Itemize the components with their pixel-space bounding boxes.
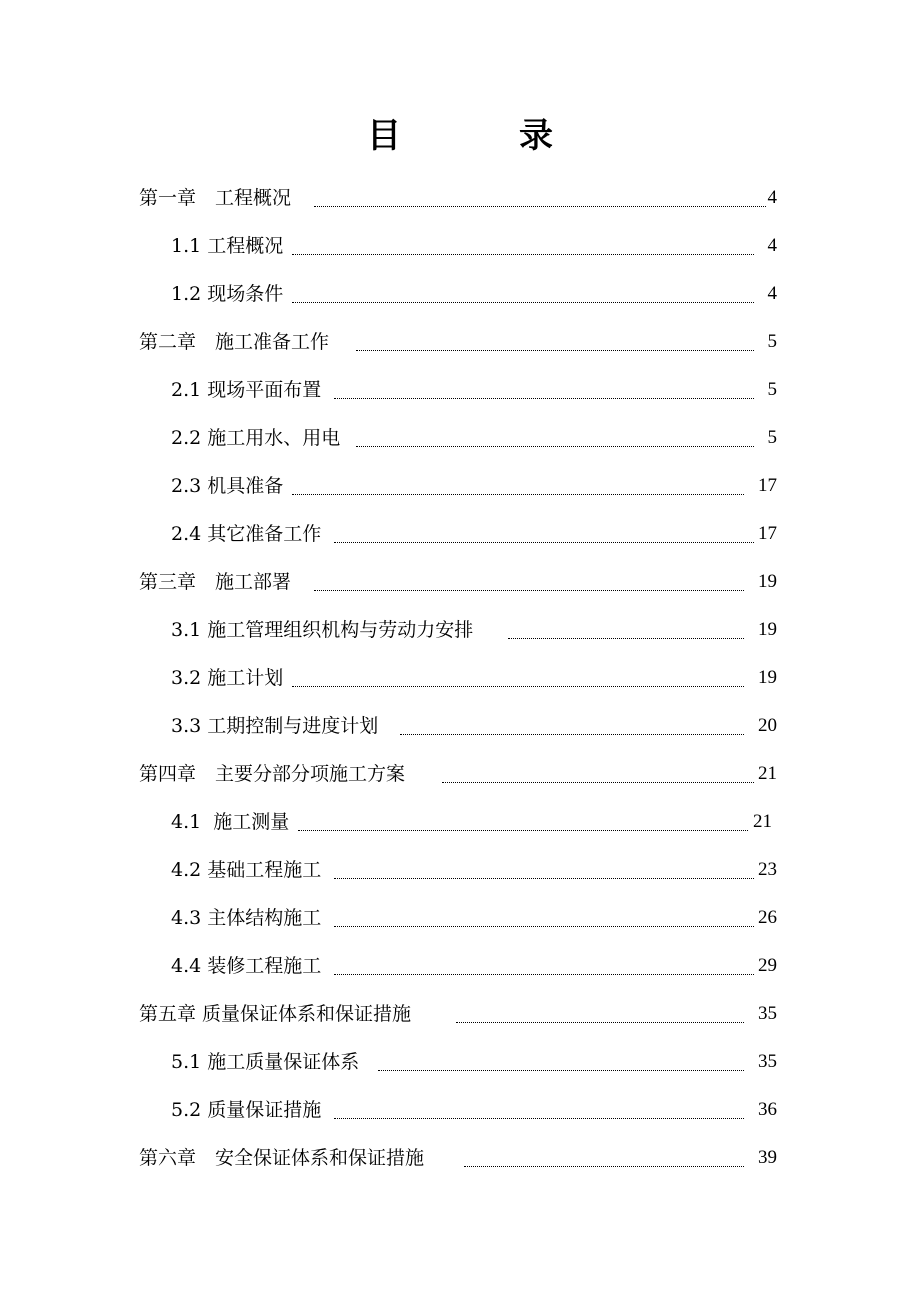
toc-leader (334, 398, 754, 399)
toc-entry-section-2-4[interactable] (0, 510, 920, 558)
toc-leader (508, 638, 744, 639)
toc-entry-page: 36 (758, 1099, 777, 1120)
toc-entry-page: 19 (758, 619, 777, 640)
toc-leader (334, 974, 754, 975)
toc-leader (298, 830, 748, 831)
toc-leader (356, 350, 754, 351)
toc-entry-page: 35 (758, 1051, 777, 1072)
toc-entry-label: 2.4 其它准备工作 (171, 523, 322, 545)
toc-entry-page: 29 (758, 955, 777, 976)
toc-entry-page: 20 (758, 715, 777, 736)
toc-entry-label: 2.3 机具准备 (171, 475, 284, 497)
toc-entry-page: 21 (753, 811, 772, 832)
toc-entry-section-3-2[interactable] (0, 654, 920, 702)
toc-entry-page: 5 (767, 379, 777, 400)
toc-entry-page: 5 (767, 427, 777, 448)
toc-leader (314, 590, 744, 591)
toc-entry-section-2-2[interactable] (0, 414, 920, 462)
title-char-1: 目 (367, 116, 401, 156)
toc-entry-page: 21 (758, 763, 777, 784)
toc-entry-section-3-1[interactable] (0, 606, 920, 654)
toc-entry-label: 2.1 现场平面布置 (171, 379, 322, 401)
toc-entry-page: 17 (758, 523, 777, 544)
toc-entry-chapter-6[interactable] (0, 1134, 920, 1182)
toc-entry-section-5-2[interactable] (0, 1086, 920, 1134)
toc-entry-label: 4.1 施工测量 (171, 811, 290, 833)
toc-entry-label: 2.2 施工用水、用电 (171, 427, 341, 449)
toc-leader (314, 206, 766, 207)
toc-entry-label: 第五章 质量保证体系和保证措施 (139, 1003, 412, 1025)
toc-entry-page: 4 (767, 235, 777, 256)
toc-leader (334, 542, 754, 543)
toc-entry-page: 23 (758, 859, 777, 880)
toc-leader (464, 1166, 744, 1167)
toc-entry-page: 4 (767, 187, 777, 208)
toc-entry-section-1-1[interactable] (0, 222, 920, 270)
toc-entry-label: 1.1 工程概况 (171, 235, 284, 257)
toc-leader (292, 686, 744, 687)
toc-entry-page: 39 (758, 1147, 777, 1168)
toc-entry-label: 4.4 装修工程施工 (171, 955, 322, 977)
toc-leader (334, 926, 754, 927)
toc-leader (378, 1070, 744, 1071)
toc-leader (292, 494, 744, 495)
page-title (0, 108, 920, 164)
toc-leader (292, 254, 754, 255)
toc-entry-label: 3.1 施工管理组织机构与劳动力安排 (171, 619, 474, 641)
toc-entry-chapter-4[interactable] (0, 750, 920, 798)
toc-entry-page: 19 (758, 667, 777, 688)
toc-leader (334, 1118, 744, 1119)
toc-entry-section-5-1[interactable] (0, 1038, 920, 1086)
toc-entry-label: 4.2 基础工程施工 (171, 859, 322, 881)
toc-entry-section-2-1[interactable] (0, 366, 920, 414)
toc-entry-section-2-3[interactable] (0, 462, 920, 510)
toc-entry-label: 第一章 工程概况 (139, 187, 292, 209)
toc-leader (442, 782, 754, 783)
toc-entry-page: 19 (758, 571, 777, 592)
toc-leader (292, 302, 754, 303)
toc-entry-section-4-1[interactable] (0, 798, 920, 846)
toc-entry-chapter-5[interactable] (0, 990, 920, 1038)
toc-entry-chapter-3[interactable] (0, 558, 920, 606)
toc-entry-page: 17 (758, 475, 777, 496)
toc-entry-label: 第二章 施工准备工作 (139, 331, 330, 353)
toc-entry-label: 第三章 施工部署 (139, 571, 292, 593)
toc-leader (334, 878, 754, 879)
toc-entry-chapter-1[interactable] (0, 174, 920, 222)
toc-leader (400, 734, 744, 735)
toc-entry-page: 4 (767, 283, 777, 304)
toc-entry-label: 3.2 施工计划 (171, 667, 284, 689)
toc-entry-label: 1.2 现场条件 (171, 283, 284, 305)
toc-entry-label: 第六章 安全保证体系和保证措施 (139, 1147, 425, 1169)
toc-entry-label: 4.3 主体结构施工 (171, 907, 322, 929)
toc-leader (356, 446, 754, 447)
toc-entry-page: 26 (758, 907, 777, 928)
toc-leader (456, 1022, 744, 1023)
title-char-2: 录 (519, 116, 553, 156)
toc-entry-chapter-2[interactable] (0, 318, 920, 366)
toc-entry-section-4-4[interactable] (0, 942, 920, 990)
toc-entry-section-4-3[interactable] (0, 894, 920, 942)
toc-entry-page: 5 (767, 331, 777, 352)
toc-entry-section-3-3[interactable] (0, 702, 920, 750)
toc-entry-label: 第四章 主要分部分项施工方案 (139, 763, 406, 785)
toc-entry-label: 3.3 工期控制与进度计划 (171, 715, 379, 737)
toc-entry-label: 5.2 质量保证措施 (171, 1099, 322, 1121)
toc-entry-section-1-2[interactable] (0, 270, 920, 318)
toc-entry-label: 5.1 施工质量保证体系 (171, 1051, 360, 1073)
toc-entry-page: 35 (758, 1003, 777, 1024)
toc-entry-section-4-2[interactable] (0, 846, 920, 894)
